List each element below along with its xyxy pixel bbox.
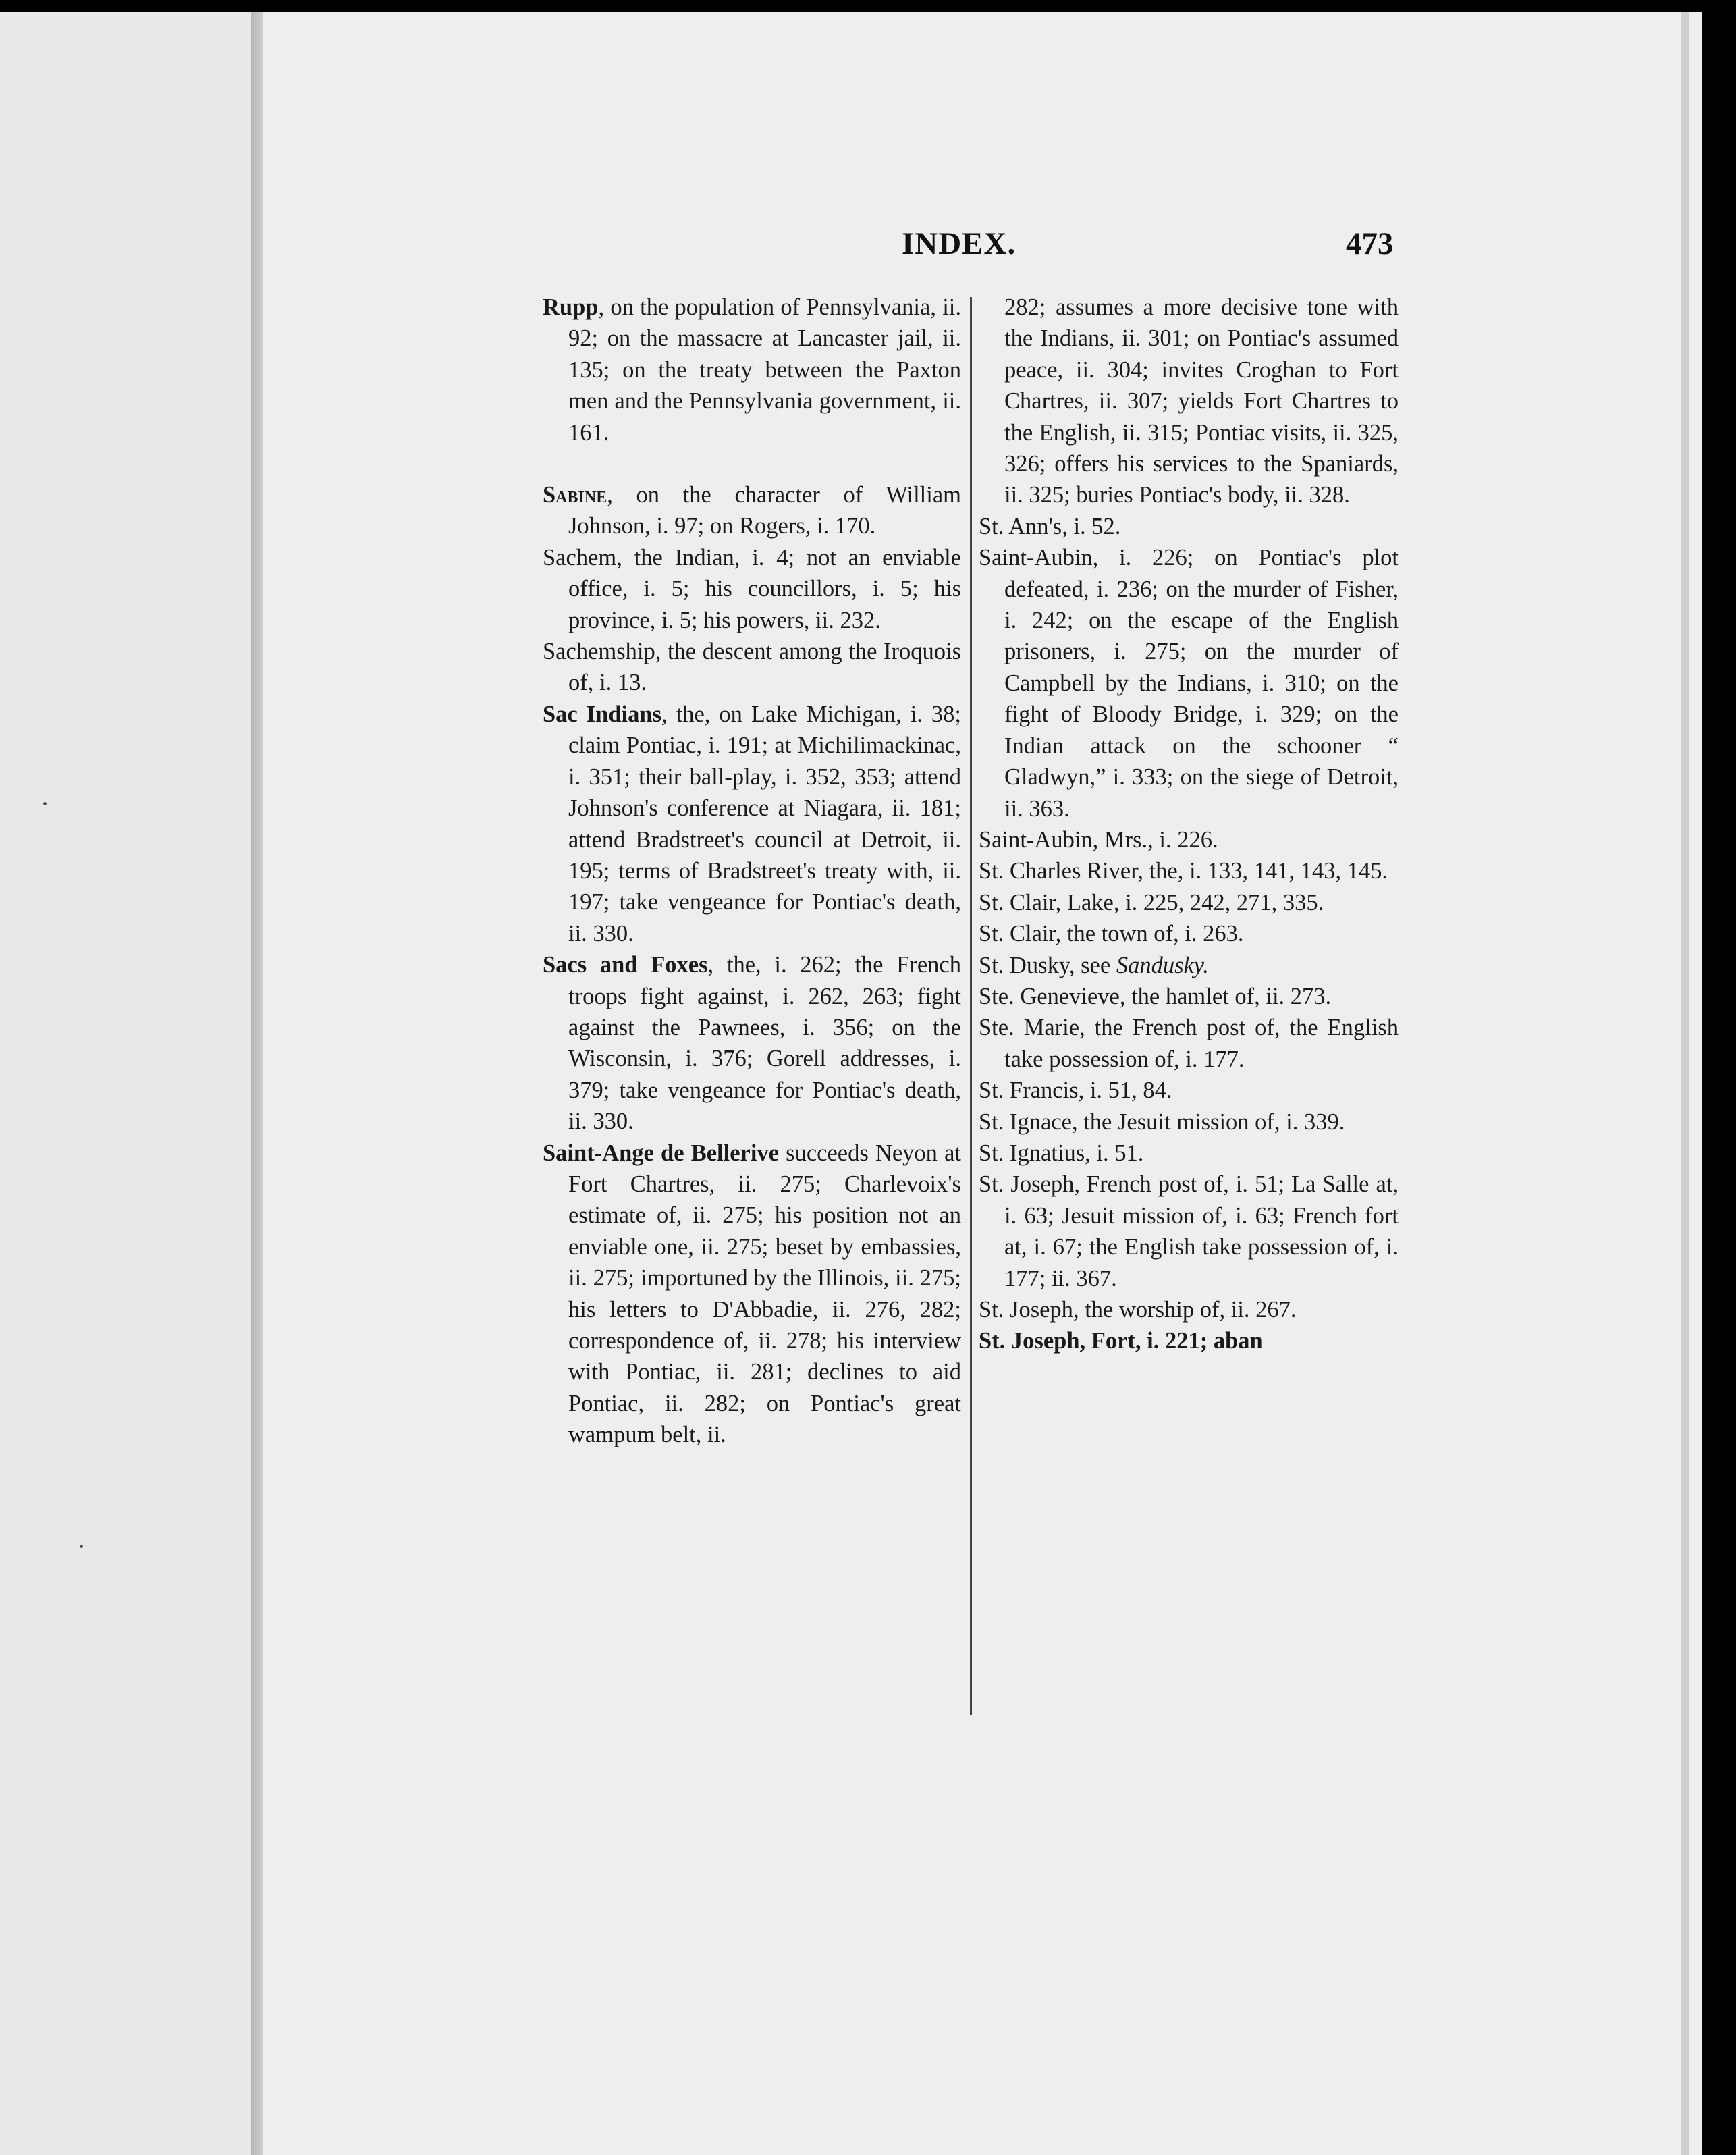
entry-heading: Ste. Genevieve (979, 983, 1120, 1009)
entry-text: , the Indian, i. 4; not an enviable office, i. 5; his councillors, i. 5; his province, i. 5; his powers, ii. 232. (568, 544, 961, 633)
index-entry (543, 699, 961, 949)
index-entry (979, 1075, 1399, 1106)
index-entry (979, 1138, 1399, 1169)
entry-heading: St. Francis (979, 1078, 1079, 1104)
entry-text: , the town of, i. 263. (1055, 921, 1244, 947)
entry-text: 282; assumes a more decisive tone with the Indians, ii. 301; on Pontiac's assumed peace, ii. 304; invites Croghan to Fort Chartres, ii. 307; yields Fort Chartres to the English, ii. 315; Pontiac visits, ii. 325, 326; offers his services to the Spaniards, ii. 325; buries Pontiac's body, ii. 328. (1004, 294, 1399, 508)
entry-text: , the hamlet of, ii. 273. (1119, 983, 1332, 1009)
index-entry (979, 824, 1399, 855)
entry-heading: St. Ignatius (979, 1140, 1085, 1166)
book-gutter (251, 12, 263, 2155)
page-number: 473 (1346, 226, 1394, 261)
entry-heading: St. Ann's (979, 513, 1062, 539)
index-entry (979, 1325, 1399, 1356)
entry-heading: Sac Indians (543, 701, 661, 727)
index-entry (543, 542, 961, 636)
entry-heading: Sachemship (543, 639, 655, 665)
index-entry (979, 981, 1399, 1012)
entry-text: , on the population of Pennsylvania, ii. 92; on the massacre at Lancaster jail, ii. 135; on the treaty between the Paxton men and the Pennsylvania government, ii. 161. (568, 294, 961, 446)
index-entry (979, 1107, 1399, 1138)
entry-text: , the Jesuit mission of, i. 339. (1071, 1109, 1345, 1135)
entry-heading: Saint-Ange de Bellerive (543, 1140, 779, 1166)
entry-text: , the French post of, the English take possession of, i. 177. (1004, 1015, 1399, 1072)
entry-heading: St. Ignace (979, 1109, 1072, 1135)
entry-text: , see (1068, 952, 1116, 978)
index-entry (543, 1138, 961, 1451)
cross-reference: Sandusky. (1116, 952, 1209, 978)
entry-text: , the, i. 262; the French troops fight against, i. 262, 263; fight against the Pawnees, i. 356; on the Wisconsin, i. 376; Gorell addresses, i. 379; take vengeance for Pontiac's death, ii. 330. (568, 952, 961, 1135)
entry-text: , i. 52. (1062, 513, 1121, 539)
index-entry (979, 542, 1399, 824)
entry-heading: St. Dusky (979, 952, 1069, 978)
facing-page-blank (0, 12, 251, 2155)
entry-heading: Saint-Aubin (979, 545, 1093, 571)
entry-heading: St. Joseph, Fort (979, 1328, 1135, 1354)
page-edge (1681, 12, 1689, 2155)
index-entry-continued (979, 292, 1399, 511)
entry-text: , i. 226; on Pontiac's plot defeated, i. 236; on the murder of Fisher, i. 242; on the escape of the English prisoners, i. 275; on the murder of Campbell by the Indians, i. 310; on the fight of Bloody Bridge, i. 329; on the Indian attack on the schooner “ Gladwyn,” i. 333; on the siege of Detroit, ii. 363. (1004, 545, 1399, 822)
entry-text: succeeds Neyon at Fort Chartres, ii. 275; Charlevoix's estimate of, ii. 275; his position not an enviable one, ii. 275; beset by embassies, ii. 275; importuned by the Illinois, ii. 275; his letters to D'Abbadie, ii. 276, 282; correspondence of, ii. 278; his interview with Pontiac, ii. 281; declines to aid Pontiac, ii. 282; on Pontiac's great wampum belt, ii. (568, 1140, 961, 1448)
entry-text: , the worship of, ii. 267. (1073, 1297, 1297, 1323)
entry-heading: Ste. Marie (979, 1015, 1080, 1041)
scan-top-border (0, 0, 1736, 12)
index-entry (979, 1012, 1399, 1075)
entry-heading: St. Charles River (979, 858, 1138, 884)
entry-text: , i. 226. (1147, 826, 1218, 853)
entry-text: , on the character of William Johnson, i. 97; on Rogers, i. 170. (568, 482, 961, 539)
entry-text: , i. 225, 242, 271, 335. (1113, 889, 1324, 915)
index-entry (979, 1294, 1399, 1325)
entry-text: , i. 51, 84. (1078, 1078, 1172, 1104)
running-head: INDEX. (902, 226, 1016, 261)
entry-text: , the descent among the Iroquois of, i. 13. (568, 639, 961, 696)
index-entry (979, 855, 1399, 886)
index-column-right (979, 292, 1399, 1357)
entry-text: , French post of, i. 51; La Salle at, i. 63; Jesuit mission of, i. 63; French fort at, i. 67; the English take possession of, i. 177; ii. 367. (1004, 1171, 1399, 1292)
entry-heading: St. Clair, Lake (979, 889, 1114, 915)
index-entry (543, 636, 961, 699)
index-column-left (543, 292, 961, 1451)
entry-text: , i. 51. (1085, 1140, 1144, 1166)
index-entry (979, 918, 1399, 949)
entry-heading: Sacs and Foxes (543, 952, 708, 978)
index-entry (979, 1169, 1399, 1294)
index-entry (979, 887, 1399, 918)
entry-heading: Saint-Aubin, Mrs. (979, 826, 1148, 853)
entry-text: , the, i. 133, 141, 143, 145. (1137, 858, 1388, 884)
entry-heading: St. Joseph (979, 1297, 1073, 1323)
entry-heading: St. Clair (979, 921, 1056, 947)
entry-heading: St. Joseph (979, 1171, 1075, 1198)
entry-text: , i. 221; aban (1135, 1328, 1263, 1354)
index-entry (543, 479, 961, 542)
entry-heading: Rupp (543, 294, 599, 320)
index-entry (979, 511, 1399, 542)
paper-speck (80, 1545, 83, 1548)
index-entry (979, 950, 1399, 981)
column-divider (970, 297, 972, 1715)
entry-text: , the, on Lake Michigan, i. 38; claim Pontiac, i. 191; at Michilimackinac, i. 351; their ball-play, i. 352, 353; attend Johnson's conference at Niagara, ii. 181; attend Bradstreet's council at Detroit, ii. 195; terms of Bradstreet's treaty with, ii. 197; take vengeance for Pontiac's death, ii. 330. (568, 701, 961, 947)
entry-heading: Sachem (543, 544, 617, 570)
index-entry (543, 292, 961, 448)
index-entry (543, 949, 961, 1137)
paper-speck (43, 802, 47, 805)
entry-heading: Sabine (543, 482, 607, 508)
